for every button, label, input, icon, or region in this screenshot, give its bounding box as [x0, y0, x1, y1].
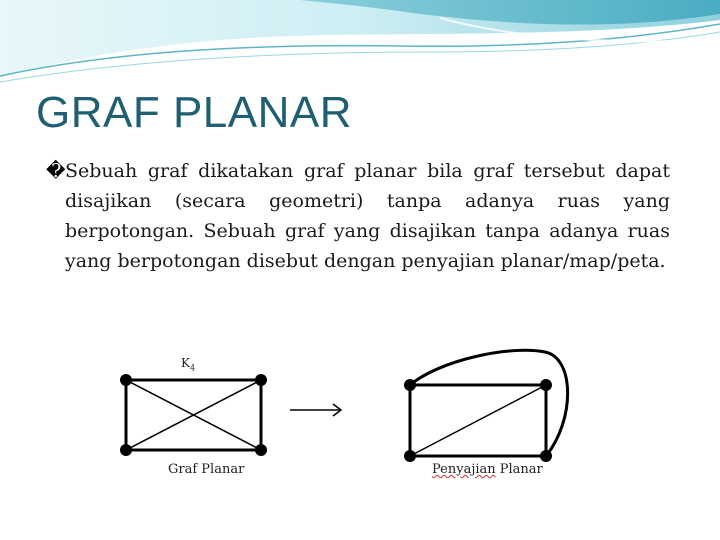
k4-vertex — [255, 374, 267, 386]
planar-edge-diagonal — [410, 385, 546, 456]
planar-vertex — [540, 450, 552, 462]
planar-vertex — [404, 379, 416, 391]
graph-figure — [0, 330, 720, 540]
right-caption: Penyajian Planar — [432, 462, 543, 477]
bullet-icon: � — [46, 160, 66, 182]
k4-vertex — [255, 444, 267, 456]
planar-vertex — [540, 379, 552, 391]
arrow-icon — [290, 404, 341, 416]
slide-title: GRAF PLANAR — [36, 88, 353, 137]
k4-label: $K_4$ — [181, 356, 196, 373]
left-caption: Graf Planar — [168, 462, 245, 477]
planar-edge-curved — [410, 350, 568, 456]
k4-graph — [126, 380, 261, 450]
k4-vertex — [120, 444, 132, 456]
header-banner — [0, 0, 720, 90]
planar-vertex — [404, 450, 416, 462]
planar-graph — [410, 350, 568, 456]
k4-vertex — [120, 374, 132, 386]
body-paragraph: Sebuah graf dikatakan graf planar bila graf tersebut dapat disajikan (secara geometri) tanpa adanya ruas yang berpotongan. Sebuah graf yang disajikan tanpa adanya ruas yang berpotongan disebut dengan penyajian planar/map/peta. — [65, 160, 670, 272]
